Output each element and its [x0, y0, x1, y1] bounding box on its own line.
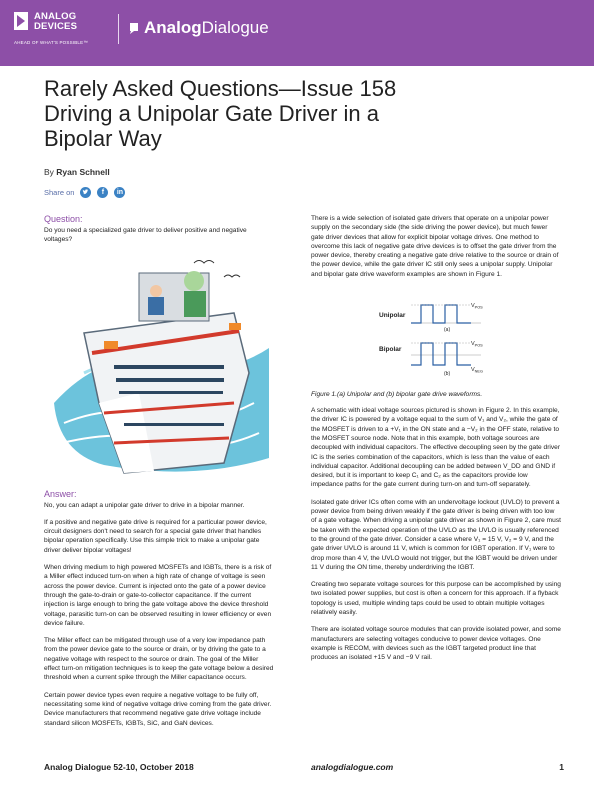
body-paragraph-2: A schematic with ideal voltage sources pictured is shown in Figure 2. In this example, the driver IC is powered by a voltage equal to the sum of V₁ and V₂, while the gate of the MOSFET is driven to a +V₁ in the ON state and a −V₂ in the OFF state, relative to the MOSFET source node. Note that in this example, both voltage sources are decoupled with individual capacitors. The effective decoupling seen by the gate driver IC is the series combination of the capacitors, which is less than the value of each individual capacitor. Additional decoupling can be added between V_DD and GND if desired, but it is important to keep C₁ and C₂ as the capacitors provide low impedance paths for the gate current during turn-on and turn-off separately. [311, 407, 561, 489]
header-divider [118, 14, 119, 44]
fig-label-a: (a) [444, 327, 451, 334]
analog-dialogue-icon [127, 21, 141, 35]
vpos-label: V [471, 303, 475, 310]
linkedin-icon[interactable]: in [114, 187, 125, 198]
brand-tagline: AHEAD OF WHAT'S POSSIBLE™ [14, 40, 89, 45]
unipolar-waveform [411, 305, 471, 323]
header-band [0, 0, 594, 66]
right-column [311, 214, 561, 671]
analog-devices-logo[interactable] [14, 10, 134, 50]
author-name: Ryan Schnell [56, 167, 110, 177]
figure-1-caption: Figure 1.(a) Unipolar and (b) bipolar gate drive waveforms. [311, 391, 483, 399]
body-paragraph-4: Creating two separate voltage sources for this purpose can be accomplished by using two isolated power supplies, but cost is often a concern for this approach. If a flyback topology is used, multiple winding taps could be used to obtain multiple voltages relatively easily. [311, 581, 561, 617]
answer-paragraph-3: When driving medium to high powered MOSFETs and IGBTs, there is a risk of a Miller effect induced turn-on when a high rate of change of voltage is seen across the power device. Current is injected onto the gate of a power device through the gate-to-drain or gate-to-collector capacitance. If the current injection is large enough to bring the gate voltage above the device threshold voltage, parasitic turn-on can be observed resulting in lower efficiency or even device failure. [44, 564, 272, 627]
bipolar-label: Bipolar [379, 346, 402, 354]
adi-triangle-icon [14, 12, 28, 30]
byline: By Ryan Schnell [44, 167, 110, 177]
vneg-label: V [471, 367, 475, 374]
share-bar [44, 187, 125, 198]
page-footer [44, 762, 564, 776]
body-paragraph-1: There is a wide selection of isolated gate drivers that operate on a unipolar power supply on the secondary side (the side driving the power device), but much fewer gate driver devices that allow for explicit bipolar voltage drives. One method to overcome this lack of negative gate drive devices is to offset the gate driver from the power device, thereby creating a negative gate drive relative to the source or drain of the power device, while the gate driver IC still only sees a unipolar supply. Unipolar and bipolar gate drive waveform examples are shown in Figure 1. [311, 215, 559, 278]
facebook-icon[interactable]: f [97, 187, 108, 198]
answer-heading: Answer: [44, 488, 77, 499]
fig-label-b: (b) [444, 371, 451, 378]
question-text: Do you need a specialized gate driver to deliver positive and negative voltages? [44, 227, 247, 244]
figure-1-waveforms [311, 287, 561, 387]
share-label: Share on [44, 188, 75, 197]
svg-text:VPOS: $V_{POS}$ [471, 341, 483, 348]
footer-site-link[interactable]: analogdialogue.com [311, 762, 394, 772]
ship-illustration [44, 253, 276, 481]
article-title: Rarely Asked Questions—Issue 158 Driving a Unipolar Gate Driver in a Bipolar Way [44, 76, 397, 151]
twitter-icon[interactable] [80, 187, 91, 198]
answer-paragraph-1: No, you can adapt a unipolar gate driver to drive in a bipolar manner. [44, 501, 245, 509]
vpos-label-b: V [471, 341, 475, 348]
bipolar-waveform [411, 343, 471, 365]
svg-text:VNEG: $V_{NEG}$ [471, 367, 483, 374]
footer-issue: Analog Dialogue 52-10, October 2018 [44, 762, 194, 772]
left-column [44, 214, 276, 736]
answer-paragraph-5: Certain power device types even require a negative voltage to be fully off, necessitating some kind of negative voltage drive coming from the gate driver. Device manufacturers that recommend negative gate drive voltage include standard silicon MOSFETs, IGBTs, SiC, and GaN devices. [44, 691, 272, 727]
answer-paragraph-4: The Miller effect can be mitigated through use of a very low impedance path from the power device gate to the source or drain, or by driving the gate to a negative voltage with respect to the source or drain. The goal of the Miller effect turn-on mitigation techniques is to keep the gate voltage below a desired threshold when a current spike through the Miller capacitance occurs. [44, 637, 274, 682]
publication-name[interactable]: AnalogDialogue [144, 18, 269, 37]
body-paragraph-3: Isolated gate driver ICs often come with an undervoltage lockout (UVLO) to prevent a power device from being driven weakly if the gate driver is being driven with too low of a gate voltage. When driving a unipolar gate driver as shown in Figure 2, care must be taken with the expected operation of the UVLO as the UVLO is usually referenced to the ground of the gate driver. Consider a case where V₁ = 15 V, V₂ = 9 V, and the gate driver UVLO is around 11 V, which is common for IGBT operation. If V₁ were to drop more than 4 V, the UVLO would not trigger, but the IGBT would be driven under 11 V during the ON time, thereby underdriving the IGBT. [311, 498, 561, 571]
svg-text:VPOS: $V_{POS}$ [471, 303, 483, 310]
page-number: 1 [559, 762, 564, 772]
question-heading: Question: [44, 214, 83, 224]
unipolar-label: Unipolar [379, 312, 406, 320]
answer-paragraph-2: If a positive and negative gate drive is required for a particular power device, circuit designers don't need to search for a special gate driver that handles bipolar operation specifically. Use this simple trick to make a unipolar gate driver deliver bipolar voltages! [44, 518, 267, 554]
brand-name: ANALOG DEVICES [34, 11, 78, 32]
body-paragraph-5: There are isolated voltage source modules that can provide isolated power, and some manufacturers are selecting voltages conducive to power device voltages. One example is RECOM, with devices such as the IGBT targeted product line that produces an isolated +15 V and −9 V rail. [311, 626, 561, 662]
